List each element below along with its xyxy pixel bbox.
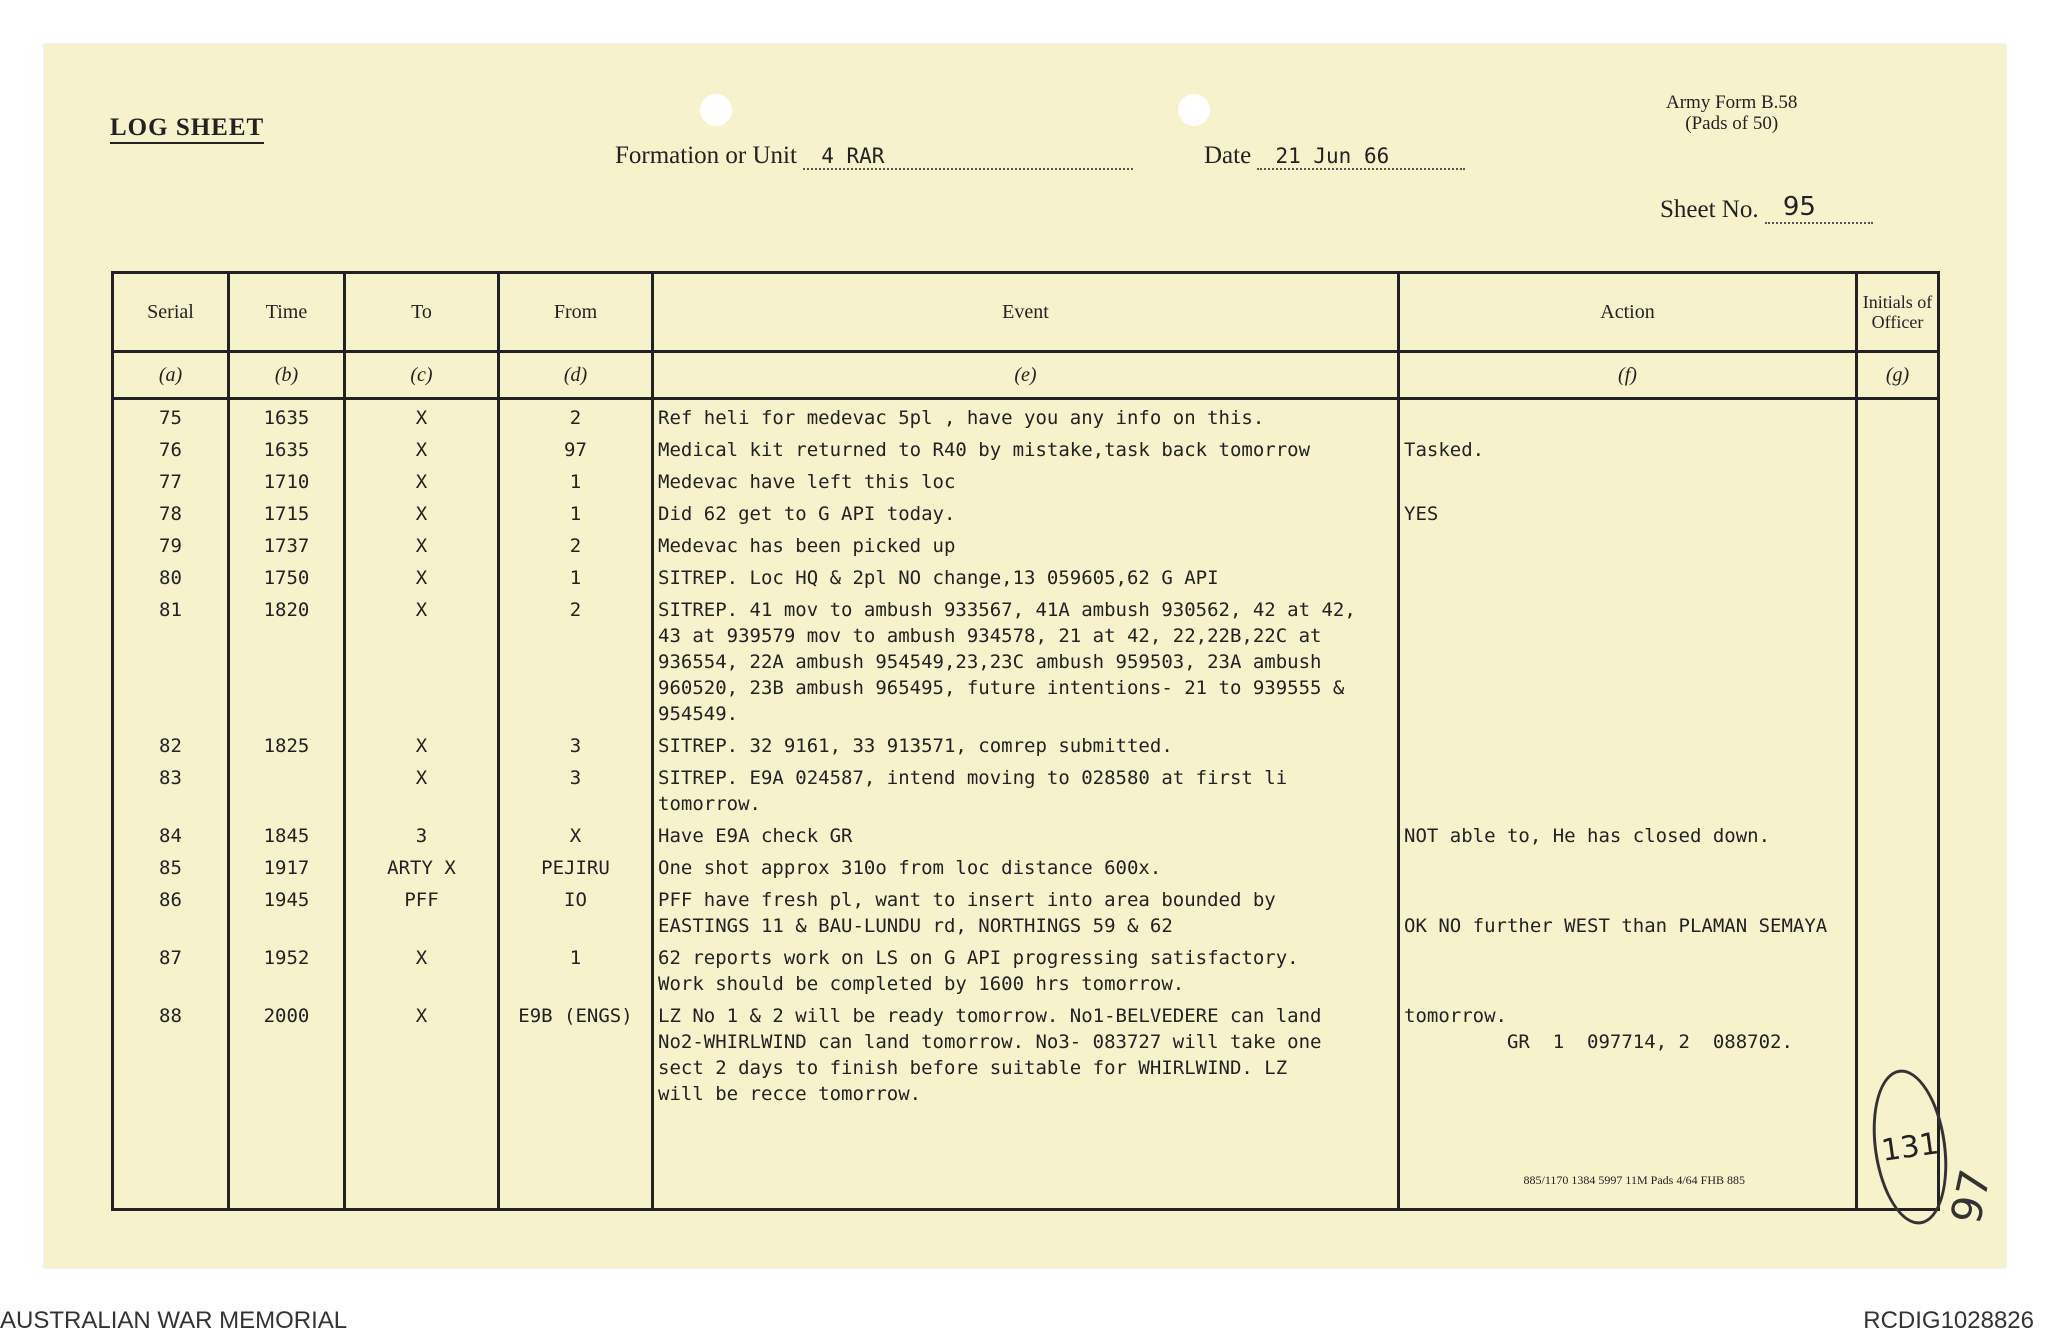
cell-action [1399,760,1857,818]
cell-to: X [345,560,499,592]
cell-event: SITREP. Loc HQ & 2pl NO change,13 059605,62 G API [653,560,1399,592]
cell-action [1399,728,1857,760]
cell-action [1399,464,1857,496]
cell-to: X [345,728,499,760]
cell-initials [1857,560,1939,592]
cell-serial: 80 [113,560,229,592]
cell-time: 2000 [229,998,345,1108]
cell-event: Did 62 get to G API today. [653,496,1399,528]
cell-event: Medevac have left this loc [653,464,1399,496]
sheet-value: 95 [1765,192,1873,224]
punch-hole [1178,94,1210,126]
cell-event: SITREP. E9A 024587, intend moving to 028580 at first li tomorrow. [653,760,1399,818]
col-letter: (c) [345,352,499,399]
cell-from: 1 [499,496,653,528]
cell-time: 1952 [229,940,345,998]
cell-event: SITREP. 32 9161, 33 913571, comrep submitted. [653,728,1399,760]
form-id-line2: (Pads of 50) [1685,113,1779,134]
log-rows [113,399,1939,1109]
cell-time: 1845 [229,818,345,850]
cell-initials [1857,496,1939,528]
cell-event: One shot approx 310o from loc distance 600x. [653,850,1399,882]
unit-field [615,142,1133,170]
cell-time: 1825 [229,728,345,760]
cell-to: X [345,998,499,1108]
cell-action [1399,850,1857,882]
cell-serial: 84 [113,818,229,850]
form-id-line1: Army Form B.58 [1666,92,1798,113]
cell-from: 97 [499,432,653,464]
cell-from: 1 [499,940,653,998]
col-header-from: From [499,273,653,352]
cell-to: X [345,528,499,560]
date-value: 21 Jun 66 [1257,144,1465,170]
cell-action: tomorrow. GR 1 097714, 2 088702. [1399,998,1857,1108]
footer-left: AUSTRALIAN WAR MEMORIAL [0,1307,348,1334]
cell-event: 62 reports work on LS on G API progressing satisfactory. Work should be completed by 1600 hrs tomorrow. [653,940,1399,998]
col-header-action: Action [1399,273,1857,352]
table-row [113,998,1939,1108]
cell-action: OK NO further WEST than PLAMAN SEMAYA [1399,882,1857,940]
cell-serial: 75 [113,399,229,433]
table-row [113,760,1939,818]
cell-serial: 77 [113,464,229,496]
cell-to: 3 [345,818,499,850]
cell-action: YES [1399,496,1857,528]
col-letter: (b) [229,352,345,399]
cell-time: 1635 [229,399,345,433]
cell-event: LZ No 1 & 2 will be ready tomorrow. No1-BELVEDERE can land No2-WHIRLWIND can land tomorrow. No3- 083727 will take one sect 2 days to finish before suitable for WHIRLWIND. LZ will be recce tomorrow. [653,998,1399,1108]
cell-action [1399,399,1857,433]
cell-action [1399,560,1857,592]
date-field [1204,142,1465,170]
cell-time: 1635 [229,432,345,464]
footer-right: RCDIG1028826 [1863,1307,2034,1334]
cell-initials [1857,728,1939,760]
cell-initials [1857,850,1939,882]
col-header-event: Event [653,273,1399,352]
cell-initials [1857,818,1939,850]
cell-time: 1917 [229,850,345,882]
cell-serial: 78 [113,496,229,528]
cell-from: 3 [499,760,653,818]
cell-to: X [345,399,499,433]
col-header-to: To [345,273,499,352]
cell-to: ARTY X [345,850,499,882]
col-letter: (d) [499,352,653,399]
page-title: LOG SHEET [110,114,264,144]
cell-to: X [345,592,499,728]
col-letter: (a) [113,352,229,399]
cell-serial: 85 [113,850,229,882]
col-letter: (f) [1399,352,1857,399]
col-header-time: Time [229,273,345,352]
cell-initials [1857,432,1939,464]
cell-initials [1857,940,1939,998]
filler-row [113,1108,1939,1210]
cell-to: X [345,432,499,464]
cell-initials [1857,592,1939,728]
table-row [113,560,1939,592]
table-row [113,940,1939,998]
cell-initials [1857,399,1939,433]
cell-to: X [345,464,499,496]
log-table [111,271,1940,1211]
cell-action [1399,592,1857,728]
table-row [113,850,1939,882]
header-row [113,273,1939,352]
unit-value: 4 RAR [803,144,1133,170]
cell-time: 1737 [229,528,345,560]
letter-row [113,352,1939,399]
col-header-initials: Initials of Officer [1857,273,1939,352]
cell-event: PFF have fresh pl, want to insert into area bounded by EASTINGS 11 & BAU-LUNDU rd, NORTHINGS 59 & 62 [653,882,1399,940]
table-row [113,432,1939,464]
cell-event: Medevac has been picked up [653,528,1399,560]
cell-from: IO [499,882,653,940]
cell-to: X [345,940,499,998]
cell-from: 2 [499,399,653,433]
cell-time: 1715 [229,496,345,528]
cell-from: 1 [499,560,653,592]
table-row [113,592,1939,728]
cell-from: PEJIRU [499,850,653,882]
cell-serial: 87 [113,940,229,998]
cell-event: SITREP. 41 mov to ambush 933567, 41A ambush 930562, 42 at 42, 43 at 939579 mov to ambush 934578, 21 at 42, 22,22B,22C at 936554, 22A ambush 954549,23,23C ambush 959503, 23A ambush 960520, 23B ambush 965495, future intentions- 21 to 939555 & 954549. [653,592,1399,728]
cell-from: E9B (ENGS) [499,998,653,1108]
unit-label: Formation or Unit [615,142,797,169]
cell-initials [1857,882,1939,940]
cell-from: 3 [499,728,653,760]
cell-action: Tasked. [1399,432,1857,464]
cell-time: 1750 [229,560,345,592]
cell-action [1399,528,1857,560]
cell-time: 1820 [229,592,345,728]
table-row [113,496,1939,528]
cell-event: Medical kit returned to R40 by mistake,task back tomorrow [653,432,1399,464]
col-header-serial: Serial [113,273,229,352]
cell-event: Ref heli for medevac 5pl , have you any info on this. [653,399,1399,433]
cell-serial: 82 [113,728,229,760]
cell-time: 1710 [229,464,345,496]
table-row [113,882,1939,940]
table-row [113,528,1939,560]
cell-time [229,760,345,818]
table-row [113,728,1939,760]
cell-serial: 88 [113,998,229,1108]
cell-serial: 86 [113,882,229,940]
col-letter: (g) [1857,352,1939,399]
cell-to: X [345,760,499,818]
cell-initials [1857,464,1939,496]
cell-serial: 83 [113,760,229,818]
sheet-field [1660,192,1873,224]
handwritten-page-number: 97 [1941,1165,2001,1228]
handwritten-initial: 131 [1879,1125,1941,1169]
print-code: 885/1170 1384 5997 11M Pads 4/64 FHB 885 [1523,1173,1745,1187]
table-row [113,399,1939,433]
cell-serial: 79 [113,528,229,560]
log-sheet-page [44,44,2006,1268]
cell-time: 1945 [229,882,345,940]
cell-from: 2 [499,528,653,560]
cell-event: Have E9A check GR [653,818,1399,850]
col-letter: (e) [653,352,1399,399]
table-row [113,464,1939,496]
punch-hole [700,94,732,126]
cell-serial: 81 [113,592,229,728]
cell-action [1399,940,1857,998]
table-row [113,818,1939,850]
cell-to: X [345,496,499,528]
cell-from: 2 [499,592,653,728]
cell-serial: 76 [113,432,229,464]
cell-initials [1857,528,1939,560]
cell-from: 1 [499,464,653,496]
date-label: Date [1204,142,1252,169]
cell-action: NOT able to, He has closed down. [1399,818,1857,850]
cell-from: X [499,818,653,850]
cell-initials [1857,760,1939,818]
form-id [1666,92,1797,134]
sheet-label: Sheet No. [1660,196,1759,223]
cell-to: PFF [345,882,499,940]
